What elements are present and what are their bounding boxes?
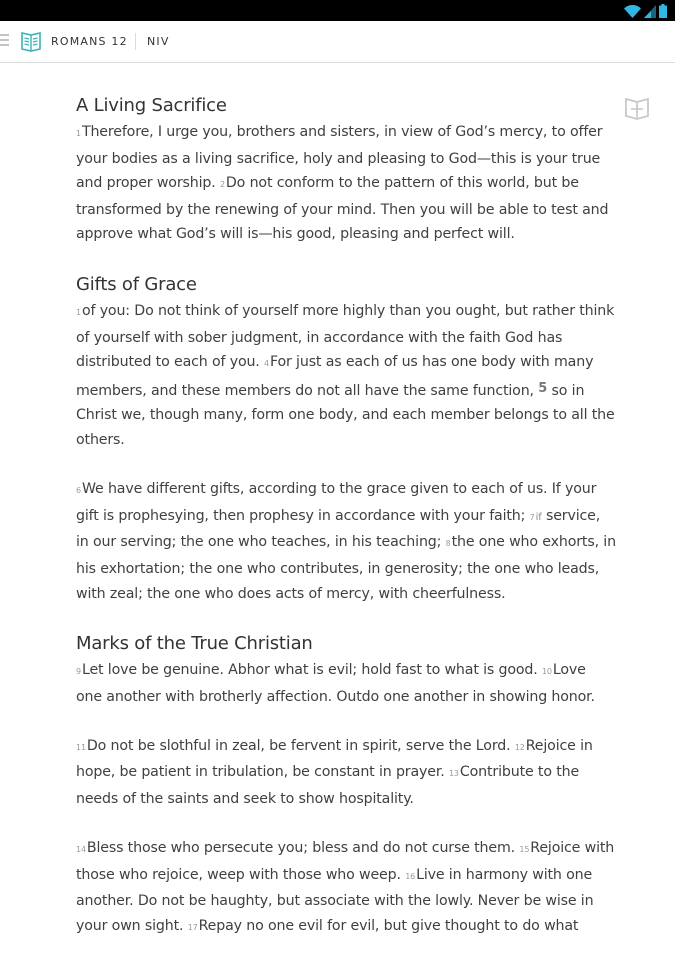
verse-number[interactable]: 1 (76, 307, 81, 317)
verse-text[interactable]: Live in harmony with one another. Do not be haughty, but associate with the lowly. Never be wise in your own sight. (76, 866, 594, 935)
verse-number[interactable]: 5 (538, 380, 548, 396)
wifi-icon (624, 5, 641, 18)
book-chapter-selector[interactable]: ROMANS 12 (51, 35, 128, 48)
verse-number[interactable]: 4 (264, 359, 269, 369)
verse-small-text: if (535, 511, 542, 523)
top-bar (0, 21, 675, 63)
verse-text[interactable]: Rejoice in hope, be patient in tribulation, be constant in prayer. (76, 737, 593, 781)
verse-number[interactable]: 2 (219, 180, 225, 190)
paragraph (76, 299, 616, 453)
paragraph (76, 120, 616, 247)
verse-number[interactable]: 6 (76, 486, 81, 496)
section-gifts-of-grace (76, 271, 616, 606)
verse-number[interactable]: 14 (76, 845, 86, 855)
verse-text[interactable]: We have different gifts, according to the grace given to each of us. If your gift is prophesying, then prophesy in accordance with your faith; (76, 481, 597, 524)
verse-text[interactable]: of you: Do not think of yourself more highly than you ought, but rather think of yourself with sober judgment, in accordance with the faith God has distributed to each of you. (76, 302, 615, 371)
paragraph (76, 734, 616, 812)
verse-text[interactable]: the one who exhorts, in his exhortation; the one who contributes, in generosity; the one who leads, with zeal; the one who does acts of mercy, with cheerfulness. (76, 534, 616, 602)
verse-text[interactable]: Love one another with brotherly affection. Outdo one another in showing honor. (76, 662, 595, 705)
verse-number[interactable]: 17 (187, 923, 198, 933)
verse-text[interactable]: service, in our serving; the one who teaches, in his teaching; (76, 507, 601, 551)
section-living-sacrifice (76, 92, 616, 247)
verse-number[interactable]: 15 (519, 845, 530, 855)
section-heading: Gifts of Grace (76, 273, 197, 295)
verse-text[interactable]: Bless those who persecute you; bless and do not curse them. (86, 840, 520, 857)
verse-number[interactable]: 1 (76, 129, 81, 138)
bible-book-icon[interactable] (21, 30, 41, 52)
hamburger-icon[interactable] (0, 34, 9, 48)
verse-number[interactable]: 7 (529, 512, 535, 522)
divider (135, 33, 136, 50)
section-marks-true-christian (76, 630, 616, 941)
verse-text[interactable]: For just as each of us has one body with many members, and these members do not all have the same function, (76, 354, 594, 399)
verse-number[interactable]: 8 (445, 539, 451, 549)
verse-number[interactable]: 10 (541, 667, 552, 677)
verse-text[interactable]: Repay no one evil for evil, but give thought to do what (198, 918, 579, 935)
verse-text[interactable]: so in Christ we, though many, form one body, and each member belongs to all the others. (76, 382, 615, 448)
battery-icon (659, 4, 667, 18)
status-bar (0, 0, 675, 21)
paragraph (76, 477, 616, 606)
verse-number[interactable]: 12 (514, 742, 525, 752)
paragraph (76, 836, 616, 940)
open-bible-icon[interactable] (624, 95, 650, 121)
verse-text[interactable]: Let love be genuine. Abhor what is evil; hold fast to what is good. (81, 662, 542, 679)
verse-text[interactable]: Rejoice with those who rejoice, weep with those who weep. (76, 840, 615, 883)
paragraph (76, 658, 616, 709)
section-heading: Marks of the True Christian (76, 633, 313, 655)
verse-text[interactable]: Contribute to the needs of the saints and seek to show hospitality. (76, 764, 580, 808)
version-selector[interactable]: NIV (147, 35, 170, 48)
verse-text[interactable]: Do not be slothful in zeal, be fervent in spirit, serve the Lord. (86, 737, 515, 754)
verse-number[interactable]: 16 (405, 871, 416, 881)
section-heading: A Living Sacrifice (76, 95, 227, 116)
signal-icon (644, 5, 656, 18)
verse-number[interactable]: 9 (76, 667, 81, 677)
chapter-content (76, 92, 616, 965)
verse-text[interactable]: Therefore, I urge you, brothers and sisters, in view of God’s mercy, to offer your bodies as a living sacrifice, holy and pleasing to God—this is your true and proper worship. (76, 124, 603, 192)
verse-number[interactable]: 13 (448, 769, 459, 779)
verse-text[interactable]: Do not conform to the pattern of this world, but be transformed by the renewing of your mind. Then you will be able to test and approve what God’s will is—his good, pleasing and perfect will. (76, 175, 609, 243)
verse-number[interactable]: 11 (76, 742, 86, 752)
